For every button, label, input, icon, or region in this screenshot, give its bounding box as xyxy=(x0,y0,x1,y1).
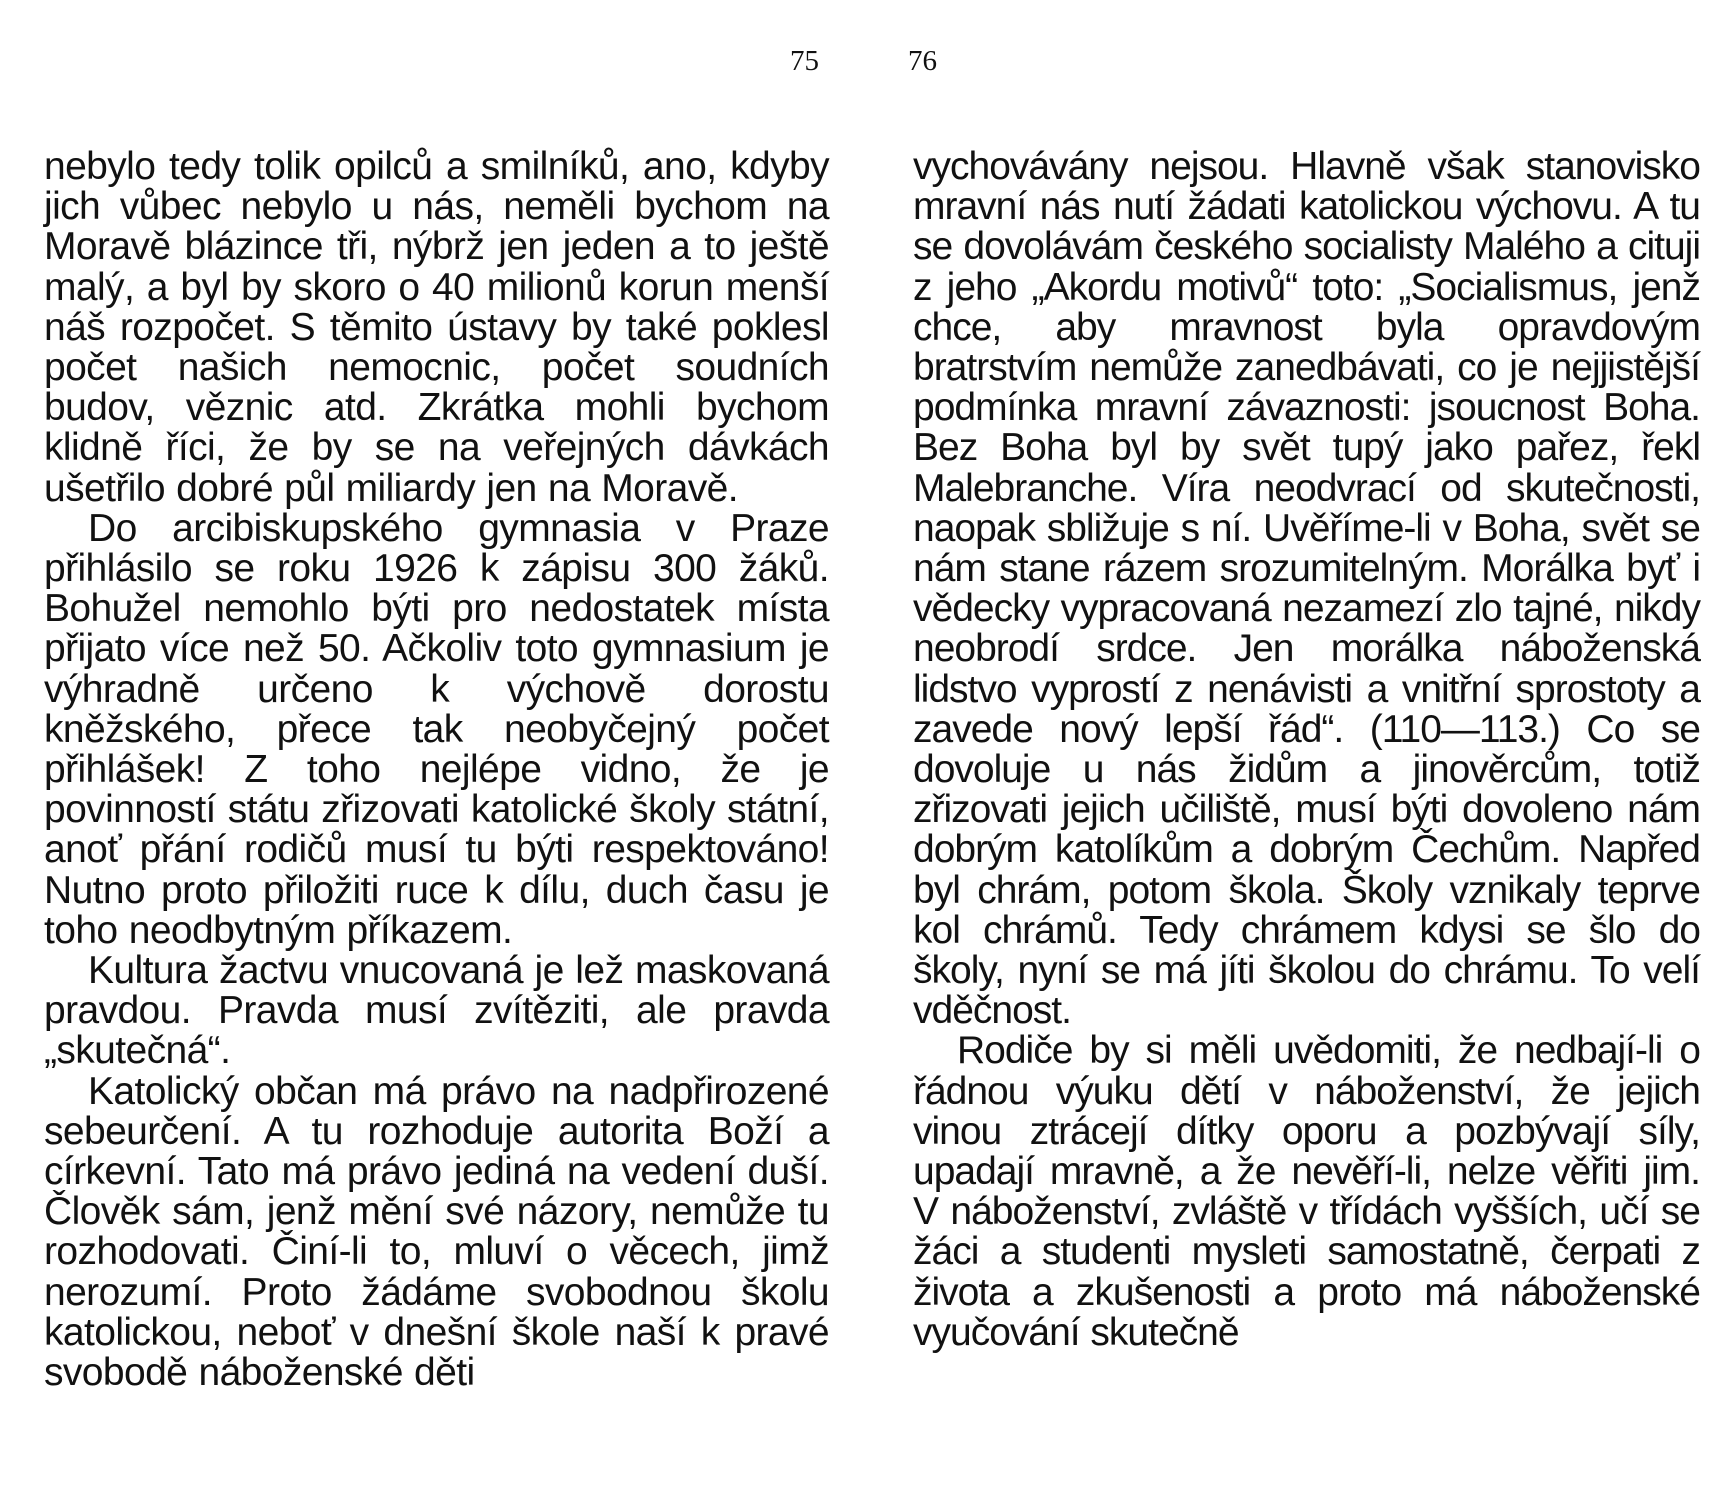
paragraph: vychovávány nejsou. Hlavně však stanovisko mravní nás nutí žádati katolickou výchovu. A tu se dovolávám českého socialisty Malého a cituji z jeho „Akordu motivů“ toto: „Socialismus, jenž chce, aby mravnost byla opravdovým bratrstvím nemůže zanedbávati, co je nejjistější podmínka mravní závaznosti: jsoucnost Boha. Bez Boha byl by svět tupý jako pařez, řekl Malebranche. Víra neodvrací od skutečnosti, naopak sbližuje s ní. Uvěříme-li v Boha, svět se nám stane rázem srozumitelným. Morálka byť i vědecky vypracovaná nezamezí zlo tajné, nikdy neobrodí srdce. Jen morálka náboženská lidstvo vyprostí z nenávisti a vnitřní sprostoty a zavede nový lepší řád“. (110—113.) Co se dovoluje u nás židům a jinověrcům, totiž zřizovati jejich učiliště, musí býti dovoleno nám dobrým katolíkům a dobrým Čechům. Napřed byl chrám, potom škola. Školy vznikaly teprve kol chrámů. Tedy chrámem kdysi se šlo do školy, nyní se má jíti školou do chrámu. To velí vděčnost. xyxy=(913,145,1700,1033)
left-page-column xyxy=(44,147,829,1393)
paragraph: nebylo tedy tolik opilců a smilníků, ano, kdyby jich vůbec nebylo u nás, neměli bychom na Moravě blázince tři, nýbrž jen jeden a to ještě malý, a byl by skoro o 40 milionů korun menší náš rozpočet. S těmito ústavy by také poklesl počet našich nemocnic, počet soudních budov, věznic atd. Zkrátka mohli bychom klidně říci, že by se na veřejných dávkách ušetřilo dobré půl miliardy jen na Moravě. xyxy=(44,145,829,510)
page-number-right: 76 xyxy=(908,45,937,77)
paragraph: Kultura žactvu vnucovaná je lež maskovaná pravdou. Pravda musí zvítěziti, ale pravda „skutečná“. xyxy=(44,949,829,1073)
paragraph: Katolický občan má právo na nadpřirozené sebeurčení. A tu rozhoduje autorita Boží a církevní. Tato má právo jediná na vedení duší. Člověk sám, jenž mění své názory, nemůže tu rozhodovati. Činí-li to, mluví o věcech, jimž nerozumí. Proto žádáme svobodnou školu katolickou, neboť v dnešní škole naší k pravé svobodě náboženské děti xyxy=(44,1069,829,1395)
paragraph: Rodiče by si měli uvědomiti, že nedbají-li o řádnou výuku dětí v náboženství, že jejich vinou ztrácejí dítky oporu a pozbývají síly, upadají mravně, a že nevěří-li, nelze věřiti jim. V náboženství, zvláště v třídách vyšších, učí se žáci a studenti mysleti samostatně, čerpati z života a zkušenosti a proto má náboženské vyučování skutečně xyxy=(913,1029,1700,1354)
paragraph: Do arcibiskupského gymnasia v Praze přihlásilo se roku 1926 k zápisu 300 žáků. Bohužel nemohlo býti pro nedostatek místa přijato více než 50. Ačkoliv toto gymnasium je výhradně určeno k výchově dorostu kněžského, přece tak neobyčejný počet přihlášek! Z toho nejlépe vidno, že je povinností státu zřizovati katolické školy státní, anoť přání rodičů musí tu býti respektováno! Nutno proto přiložiti ruce k dílu, duch času je toho neodbytným příkazem. xyxy=(44,506,829,952)
right-page-column xyxy=(913,147,1700,1353)
page-number-left: 75 xyxy=(790,45,819,77)
